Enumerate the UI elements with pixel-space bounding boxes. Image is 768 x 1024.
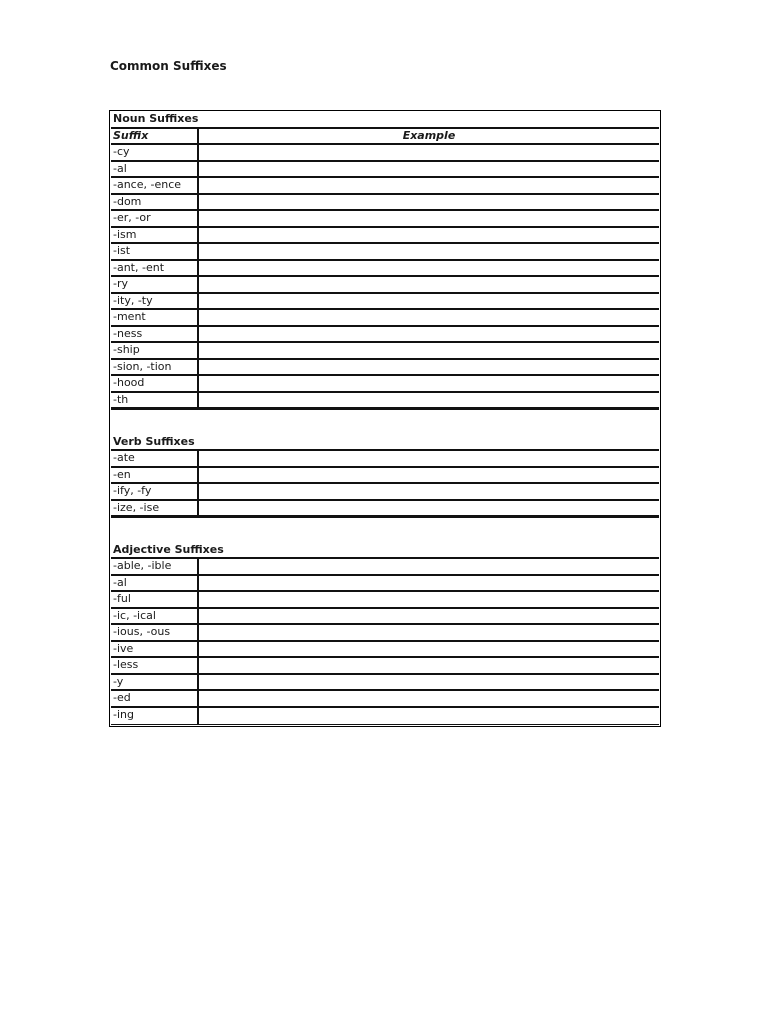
noun-suffix-cell: -ity, -ty: [111, 294, 199, 309]
example-column-header: Example: [402, 128, 456, 142]
table-row: [111, 642, 659, 659]
table-row: [111, 294, 659, 311]
table-row: [111, 468, 659, 485]
example-cell[interactable]: [199, 691, 659, 706]
noun-suffix-cell: -ist: [111, 244, 199, 259]
example-cell[interactable]: [199, 294, 659, 309]
example-cell[interactable]: [199, 145, 659, 160]
suffix-table: [109, 110, 661, 727]
table-row: [111, 277, 659, 294]
example-cell[interactable]: [199, 559, 659, 574]
example-cell[interactable]: [199, 393, 659, 408]
example-cell[interactable]: [199, 178, 659, 193]
table-row: [111, 261, 659, 278]
noun-suffix-cell: -ment: [111, 310, 199, 325]
example-cell[interactable]: [199, 468, 659, 483]
table-row: [111, 343, 659, 360]
noun-suffix-cell: -ry: [111, 277, 199, 292]
example-cell[interactable]: [199, 211, 659, 226]
table-row: [111, 592, 659, 609]
table-row: [111, 501, 659, 518]
noun-suffix-cell: -dom: [111, 195, 199, 210]
adjective-suffix-cell: -ed: [111, 691, 199, 706]
table-row: [111, 178, 659, 195]
table-header-row: [111, 129, 659, 146]
table-row: [111, 228, 659, 245]
table-row: [111, 484, 659, 501]
table-row: [111, 162, 659, 179]
table-row: [111, 576, 659, 593]
example-cell[interactable]: [199, 376, 659, 391]
verb-section-heading: Verb Suffixes: [111, 409, 659, 451]
adjective-suffix-cell: -al: [111, 576, 199, 591]
table-row: [111, 244, 659, 261]
example-cell[interactable]: [199, 642, 659, 657]
example-cell[interactable]: [199, 244, 659, 259]
table-row: [111, 691, 659, 708]
example-cell[interactable]: [199, 310, 659, 325]
example-cell[interactable]: [199, 484, 659, 499]
adjective-suffix-cell: -able, -ible: [111, 559, 199, 574]
table-row: [111, 625, 659, 642]
noun-suffix-cell: -th: [111, 393, 199, 408]
noun-suffix-cell: -hood: [111, 376, 199, 391]
page-title: Common Suffixes: [110, 59, 227, 73]
verb-suffix-cell: -ate: [111, 451, 199, 466]
noun-suffix-cell: -ness: [111, 327, 199, 342]
table-row: [111, 675, 659, 692]
example-cell[interactable]: [199, 327, 659, 342]
adjective-suffix-cell: -ful: [111, 592, 199, 607]
adjective-suffix-cell: -y: [111, 675, 199, 690]
example-cell[interactable]: [199, 228, 659, 243]
table-row: [111, 145, 659, 162]
example-cell[interactable]: [199, 261, 659, 276]
table-row: [111, 327, 659, 344]
example-cell[interactable]: [199, 451, 659, 466]
example-cell[interactable]: [199, 576, 659, 591]
table-row: [111, 310, 659, 327]
table-row: [111, 360, 659, 377]
verb-suffix-cell: -ize, -ise: [111, 501, 199, 516]
adjective-suffix-cell: -ic, -ical: [111, 609, 199, 624]
adjective-section-heading: Adjective Suffixes: [111, 517, 659, 559]
example-cell[interactable]: [199, 675, 659, 690]
table-row: [111, 195, 659, 212]
suffix-column-header: Suffix: [111, 129, 199, 144]
adjective-suffix-cell: -ive: [111, 642, 199, 657]
table-row: [111, 708, 659, 725]
example-cell[interactable]: [199, 501, 659, 516]
example-cell[interactable]: [199, 360, 659, 375]
noun-suffix-cell: -cy: [111, 145, 199, 160]
table-row: [111, 211, 659, 228]
verb-suffix-cell: -en: [111, 468, 199, 483]
table-row: [111, 609, 659, 626]
noun-section-heading: Noun Suffixes: [111, 112, 659, 129]
example-cell[interactable]: [199, 658, 659, 673]
noun-suffix-cell: -er, -or: [111, 211, 199, 226]
table-row: [111, 393, 659, 410]
table-row: [111, 451, 659, 468]
noun-suffix-cell: -ship: [111, 343, 199, 358]
adjective-suffix-cell: -ious, -ous: [111, 625, 199, 640]
noun-suffix-cell: -sion, -tion: [111, 360, 199, 375]
example-cell[interactable]: [199, 162, 659, 177]
adjective-suffix-cell: -less: [111, 658, 199, 673]
example-cell[interactable]: [199, 343, 659, 358]
example-cell[interactable]: [199, 277, 659, 292]
example-cell[interactable]: [199, 609, 659, 624]
noun-suffix-cell: -al: [111, 162, 199, 177]
verb-suffix-cell: -ify, -fy: [111, 484, 199, 499]
noun-suffix-cell: -ant, -ent: [111, 261, 199, 276]
table-row: [111, 658, 659, 675]
table-row: [111, 559, 659, 576]
example-cell[interactable]: [199, 625, 659, 640]
example-cell[interactable]: [199, 592, 659, 607]
noun-suffix-cell: -ism: [111, 228, 199, 243]
adjective-suffix-cell: -ing: [111, 708, 199, 724]
example-cell[interactable]: [199, 195, 659, 210]
noun-suffix-cell: -ance, -ence: [111, 178, 199, 193]
example-cell[interactable]: [199, 708, 659, 724]
table-row: [111, 376, 659, 393]
